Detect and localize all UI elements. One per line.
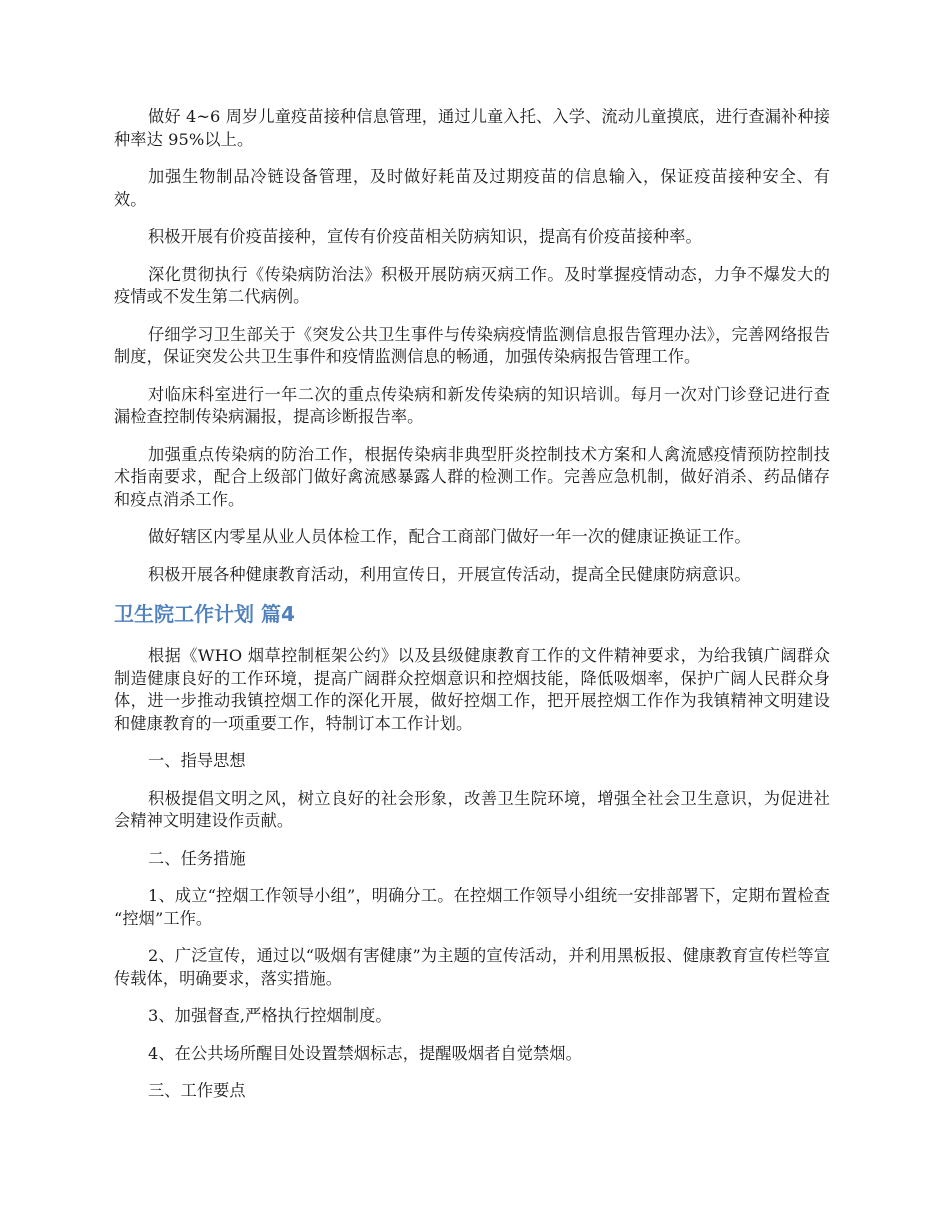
list-item-task-4: 4、在公共场所醒目处设置禁烟标志，提醒吸烟者自觉禁烟。 — [148, 1043, 582, 1063]
list-item-task-1: 1、成立“控烟工作领导小组”，明确分工。在控烟工作领导小组统一安排部署下，定期布置检查 “控烟”工作。 — [114, 886, 830, 928]
paragraph-infectious-law: 深化贯彻执行《传染病防治法》积极开展防病灭病工作。及时掌握疫情动态，力争不爆发大的疫情或不发生第二代病例。 — [114, 264, 830, 306]
paragraph-tobacco-intro: 根据《WHO 烟草控制框架公约》以及县级健康教育工作的文件精神要求，为给我镇广阔群众制造健康良好的工作环境，提高广阔群众控烟意识和控烟技能，降低吸烟率，保护广阔人民群众身体，进一步推动我镇控烟工作的深化开展，做好控烟工作，把开展控烟工作作为我镇精神文明建设和健康教育的一项重要工作，特制订本工作计划。 — [114, 646, 830, 733]
paragraph-vaccine-info: 做好 4~6 周岁儿童疫苗接种信息管理，通过儿童入托、入学、流动儿童摸底，进行查漏补种接种率达 95%以上。 — [114, 107, 830, 149]
subheading-task-measures: 二、任务措施 — [148, 848, 246, 868]
list-item-task-3: 3、加强督查,严格执行控烟制度。 — [148, 1006, 392, 1025]
paragraph-health-check: 做好辖区内零星从业人员体检工作，配合工商部门做好一年一次的健康证换证工作。 — [148, 527, 751, 546]
list-item-task-2: 2、广泛宣传，通过以“吸烟有害健康”为主题的宣传活动，并利用黑板报、健康教育宣传栏等宣传载体，明确要求，落实措施。 — [114, 946, 830, 988]
section-heading: 卫生院工作计划 篇4 — [114, 602, 295, 626]
paragraph-clinical-training: 对临床科室进行一年二次的重点传染病和新发传染病的知识培训。每月一次对门诊登记进行查漏检查控制传染病漏报，提高诊断报告率。 — [114, 384, 830, 426]
document-page — [114, 106, 830, 1118]
paragraph-paid-vaccine: 积极开展有价疫苗接种，宣传有价疫苗相关防病知识，提高有价疫苗接种率。 — [148, 227, 702, 246]
paragraph-key-disease-control: 加强重点传染病的防治工作，根据传染病非典型肝炎控制技术方案和人禽流感疫情预防控制技术指南要求，配合上级部门做好禽流感暴露人群的检测工作。完善应急机制，做好消杀、药品储存和疫点消杀工作。 — [114, 444, 830, 509]
subheading-guiding-idea: 一、指导思想 — [148, 751, 246, 770]
paragraph-cold-chain: 加强生物制品冷链设备管理，及时做好耗苗及过期疫苗的信息输入，保证疫苗接种安全、有效。 — [114, 167, 830, 209]
paragraph-health-education: 积极开展各种健康教育活动，利用宣传日，开展宣传活动，提高全民健康防病意识。 — [148, 564, 751, 584]
subheading-work-points: 三、工作要点 — [148, 1081, 246, 1100]
paragraph-guiding-idea: 积极提倡文明之风，树立良好的社会形象，改善卫生院环境，增强全社会卫生意识，为促进社会精神文明建设作贡献。 — [114, 788, 830, 830]
paragraph-reporting-system: 仔细学习卫生部关于《突发公共卫生事件与传染病疫情监测信息报告管理办法》，完善网络报告制度，保证突发公共卫生事件和疫情监测信息的畅通，加强传染病报告管理工作。 — [114, 324, 830, 366]
